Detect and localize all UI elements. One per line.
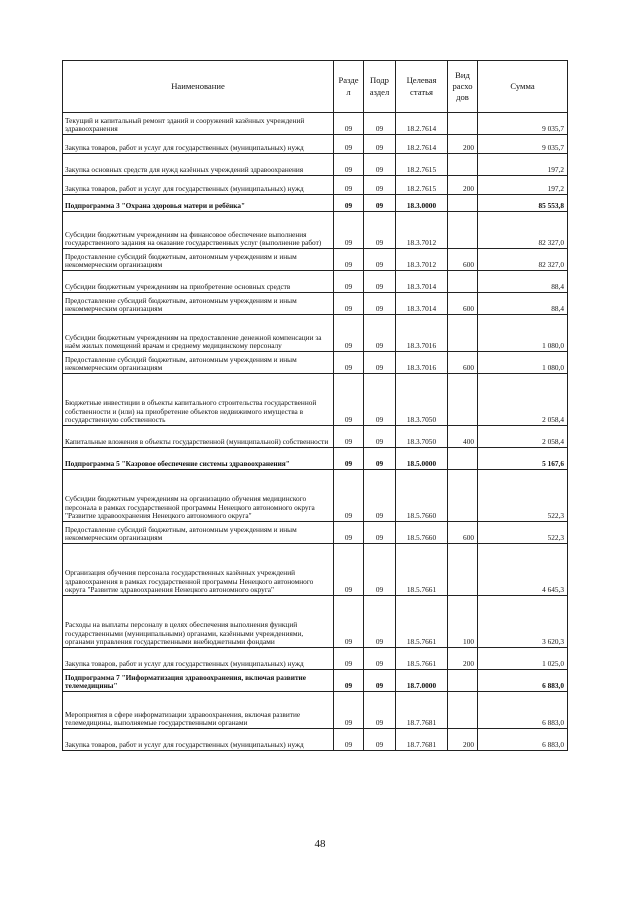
row-subsection: 09 [364, 426, 396, 448]
row-sum: 9 035,7 [478, 113, 568, 135]
row-expense-type [448, 670, 478, 692]
row-subsection: 09 [364, 729, 396, 751]
row-section: 09 [334, 470, 364, 522]
row-name: Предоставление субсидий бюджетным, автономным учреждениям и иным некоммерческим организациям [63, 249, 334, 271]
row-section: 09 [334, 315, 364, 352]
row-expense-type [448, 692, 478, 729]
row-sum: 9 035,7 [478, 135, 568, 154]
header-target: Целевая статья [396, 61, 448, 113]
row-target: 18.5.7661 [396, 544, 448, 596]
table-row [63, 212, 568, 249]
row-section: 09 [334, 113, 364, 135]
table-row [63, 195, 568, 212]
row-target: 18.3.7012 [396, 212, 448, 249]
row-subsection: 09 [364, 374, 396, 426]
row-subsection: 09 [364, 113, 396, 135]
row-target: 18.5.7661 [396, 648, 448, 670]
row-target: 18.7.7681 [396, 729, 448, 751]
row-subsection: 09 [364, 544, 396, 596]
row-expense-type: 100 [448, 596, 478, 648]
row-target: 18.3.7012 [396, 249, 448, 271]
row-target: 18.3.7016 [396, 352, 448, 374]
row-name: Мероприятия в сфере информатизации здравоохранения, включая развитие телемедицины, выполняемые государственными органами [63, 692, 334, 729]
page-number: 48 [314, 838, 326, 850]
row-name: Бюджетные инвестиции в объекты капитального строительства государственной собственности и (или) на приобретение объектов недвижимого имущества в государственную собственность [63, 374, 334, 426]
row-sum: 1 025,0 [478, 648, 568, 670]
table-row [63, 271, 568, 293]
row-expense-type [448, 212, 478, 249]
row-name: Расходы на выплаты персоналу в целях обеспечения выполнения функций государственными (муниципальными) органами, казёнными учреждениями, органами управления государственными внебюджетными фондами [63, 596, 334, 648]
row-target: 18.5.7660 [396, 522, 448, 544]
row-subsection: 09 [364, 293, 396, 315]
table-row [63, 522, 568, 544]
table-row [63, 648, 568, 670]
row-target: 18.5.7660 [396, 470, 448, 522]
row-expense-type: 200 [448, 176, 478, 195]
table-row [63, 154, 568, 176]
row-target: 18.3.7050 [396, 374, 448, 426]
row-subsection: 09 [364, 271, 396, 293]
row-subsection: 09 [364, 648, 396, 670]
row-target: 18.7.0000 [396, 670, 448, 692]
row-target: 18.3.7050 [396, 426, 448, 448]
row-target: 18.2.7615 [396, 176, 448, 195]
row-subsection: 09 [364, 212, 396, 249]
row-expense-type: 400 [448, 426, 478, 448]
row-section: 09 [334, 135, 364, 154]
row-expense-type: 200 [448, 729, 478, 751]
table-row [63, 113, 568, 135]
row-name: Закупка товаров, работ и услуг для государственных (муниципальных) нужд [63, 648, 334, 670]
row-sum: 5 167,6 [478, 448, 568, 470]
row-target: 18.5.7661 [396, 596, 448, 648]
row-subsection: 09 [364, 176, 396, 195]
table-row [63, 293, 568, 315]
table-row [63, 374, 568, 426]
row-expense-type [448, 374, 478, 426]
row-subsection: 09 [364, 448, 396, 470]
row-name: Субсидии бюджетным учреждениям на финансовое обеспечение выполнения государственного задания на оказание государственных услуг (выполнение работ) [63, 212, 334, 249]
row-subsection: 09 [364, 315, 396, 352]
row-target: 18.3.7014 [396, 293, 448, 315]
row-expense-type: 200 [448, 648, 478, 670]
row-sum: 1 080,0 [478, 352, 568, 374]
row-name: Подпрограмма 3 "Охрана здоровья матери и ребёнка" [63, 195, 334, 212]
header-sum: Сумма [478, 61, 568, 113]
row-subsection: 09 [364, 135, 396, 154]
row-subsection: 09 [364, 195, 396, 212]
table-header-row [63, 61, 568, 113]
row-sum: 6 883,0 [478, 729, 568, 751]
table-body [63, 113, 568, 751]
row-sum: 82 327,0 [478, 212, 568, 249]
row-name: Закупка основных средств для нужд казённых учреждений здравоохранения [63, 154, 334, 176]
table-row [63, 729, 568, 751]
budget-table [62, 60, 568, 751]
row-section: 09 [334, 692, 364, 729]
row-section: 09 [334, 212, 364, 249]
row-sum: 2 058,4 [478, 426, 568, 448]
row-subsection: 09 [364, 692, 396, 729]
row-expense-type [448, 271, 478, 293]
row-expense-type [448, 315, 478, 352]
row-expense-type: 200 [448, 135, 478, 154]
table-row [63, 692, 568, 729]
row-subsection: 09 [364, 154, 396, 176]
row-sum: 88,4 [478, 293, 568, 315]
row-name: Предоставление субсидий бюджетным, автономным учреждениям и иным некоммерческим организациям [63, 522, 334, 544]
row-expense-type: 600 [448, 293, 478, 315]
row-sum: 3 620,3 [478, 596, 568, 648]
row-target: 18.7.7681 [396, 692, 448, 729]
row-sum: 4 645,3 [478, 544, 568, 596]
row-section: 09 [334, 426, 364, 448]
row-sum: 6 883,0 [478, 692, 568, 729]
row-expense-type: 600 [448, 352, 478, 374]
row-section: 09 [334, 249, 364, 271]
row-name: Предоставление субсидий бюджетным, автономным учреждениям и иным некоммерческим организациям [63, 352, 334, 374]
row-target: 18.2.7614 [396, 113, 448, 135]
row-sum: 197,2 [478, 176, 568, 195]
row-subsection: 09 [364, 249, 396, 271]
row-sum: 85 553,8 [478, 195, 568, 212]
row-section: 09 [334, 271, 364, 293]
table-row [63, 249, 568, 271]
row-name: Подпрограмма 7 "Информатизация здравоохранения, включая развитие телемедицины" [63, 670, 334, 692]
row-target: 18.5.0000 [396, 448, 448, 470]
row-section: 09 [334, 729, 364, 751]
row-name: Субсидии бюджетным учреждениям на приобретение основных средств [63, 271, 334, 293]
row-sum: 522,3 [478, 470, 568, 522]
row-subsection: 09 [364, 596, 396, 648]
table-row [63, 176, 568, 195]
row-target: 18.3.7016 [396, 315, 448, 352]
table-row [63, 315, 568, 352]
row-section: 09 [334, 195, 364, 212]
row-expense-type [448, 448, 478, 470]
row-name: Предоставление субсидий бюджетным, автономным учреждениям и иным некоммерческим организациям [63, 293, 334, 315]
row-section: 09 [334, 352, 364, 374]
row-section: 09 [334, 648, 364, 670]
row-section: 09 [334, 670, 364, 692]
row-subsection: 09 [364, 522, 396, 544]
row-name: Закупка товаров, работ и услуг для государственных (муниципальных) нужд [63, 729, 334, 751]
row-sum: 6 883,0 [478, 670, 568, 692]
row-expense-type: 600 [448, 249, 478, 271]
row-name: Капитальные вложения в объекты государственной (муниципальной) собственности [63, 426, 334, 448]
row-subsection: 09 [364, 670, 396, 692]
row-expense-type [448, 544, 478, 596]
table-row [63, 470, 568, 522]
row-sum: 88,4 [478, 271, 568, 293]
row-expense-type [448, 470, 478, 522]
table-row [63, 135, 568, 154]
row-subsection: 09 [364, 470, 396, 522]
row-section: 09 [334, 293, 364, 315]
row-name: Субсидии бюджетным учреждениям на организацию обучения медицинского персонала в рамках государственной программы Ненецкого автономного округа "Развитие здравоохранения Ненецкого автономного округа" [63, 470, 334, 522]
row-sum: 197,2 [478, 154, 568, 176]
header-name: Наименование [63, 61, 334, 113]
row-section: 09 [334, 596, 364, 648]
row-name: Текущий и капитальный ремонт зданий и сооружений казённых учреждений здравоохранения [63, 113, 334, 135]
row-target: 18.3.7014 [396, 271, 448, 293]
table-row [63, 670, 568, 692]
table-row [63, 544, 568, 596]
row-sum: 522,3 [478, 522, 568, 544]
row-name: Субсидии бюджетным учреждениям на предоставление денежной компенсации за наём жилых помещений врачам и среднему медицинскому персоналу [63, 315, 334, 352]
table-row [63, 352, 568, 374]
row-expense-type [448, 195, 478, 212]
row-subsection: 09 [364, 352, 396, 374]
row-name: Закупка товаров, работ и услуг для государственных (муниципальных) нужд [63, 176, 334, 195]
row-expense-type: 600 [448, 522, 478, 544]
table-row [63, 596, 568, 648]
row-target: 18.2.7615 [396, 154, 448, 176]
row-section: 09 [334, 448, 364, 470]
header-subsection: Подр аздел [364, 61, 396, 113]
header-expense-type: Вид расхо дов [448, 61, 478, 113]
row-section: 09 [334, 374, 364, 426]
row-target: 18.2.7614 [396, 135, 448, 154]
row-sum: 2 058,4 [478, 374, 568, 426]
table-row [63, 426, 568, 448]
row-section: 09 [334, 176, 364, 195]
row-expense-type [448, 113, 478, 135]
row-section: 09 [334, 522, 364, 544]
row-target: 18.3.0000 [396, 195, 448, 212]
row-sum: 82 327,0 [478, 249, 568, 271]
row-name: Закупка товаров, работ и услуг для государственных (муниципальных) нужд [63, 135, 334, 154]
row-section: 09 [334, 544, 364, 596]
row-expense-type [448, 154, 478, 176]
row-name: Подпрограмма 5 "Казровое обеспечение системы здравоохранения" [63, 448, 334, 470]
header-section: Разде л [334, 61, 364, 113]
row-section: 09 [334, 154, 364, 176]
table-row [63, 448, 568, 470]
row-sum: 1 080,0 [478, 315, 568, 352]
row-name: Организация обучения персонала государственных казённых учреждений здравоохранения в рамках государственной программы Ненецкого автономного округа "Развитие здравоохранения Ненецкого автономного округа" [63, 544, 334, 596]
